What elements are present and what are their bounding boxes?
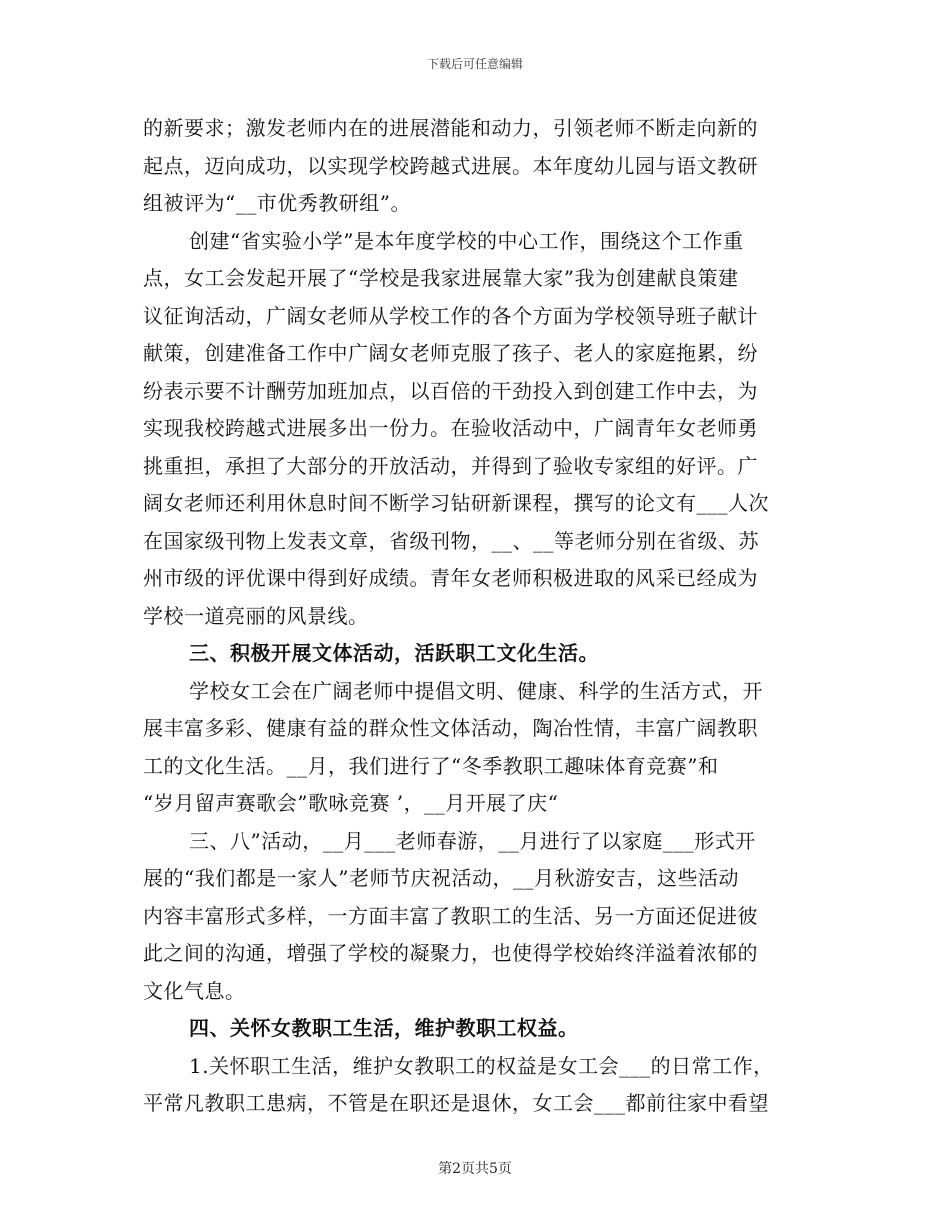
text-line: 内容丰富形式多样，一方面丰富了教职工的生活、另一方面还促进彼 [143, 903, 758, 928]
text-line: 实现我校跨越式进展多出一份力。在验收活动中，广阔青年女老师勇 [143, 416, 758, 440]
text-line: 展丰富多彩、健康有益的群众性文体活动，陶冶性情，丰富广阔教职 [143, 716, 758, 740]
text-line: 议征询活动，广阔女老师从学校工作的各个方面为学校领导班子献计 [143, 303, 758, 328]
text-line: 组被评为“__市优秀教研组”。 [143, 191, 411, 215]
page-header: 下载后可任意编辑 [426, 57, 523, 71]
text-line: 展的“我们都是一家人”老师节庆祝活动，__月秋游安吉，这些活动 [143, 866, 739, 890]
text-line: “岁月留声赛歌会”歌咏竞赛 ’，__月开展了庆“ [143, 791, 559, 815]
text-line: 点，女工会发起开展了“学校是我家进展靠大家”我为创建献良策建 [143, 266, 739, 290]
text-line: 1.关怀职工生活，维护女教职工的权益是女工会___的日常工作， [189, 1053, 774, 1078]
text-line: 创建“省实验小学”是本年度学校的中心工作，围绕这个工作重 [189, 228, 744, 253]
text-line: 此之间的沟通，增强了学校的凝聚力，也使得学校始终洋溢着浓郁的 [143, 941, 758, 965]
text-line: 文化气息。 [143, 978, 246, 1003]
text-line: 在国家级刊物上发表文章，省级刊物，__、__等老师分别在省级、苏 [143, 528, 759, 553]
section-heading: 四、关怀女教职工生活，维护教职工权益。 [189, 1016, 579, 1040]
text-line: 的新要求；激发老师内在的进展潜能和动力，引领老师不断走向新的 [143, 116, 758, 140]
text-line: 纷表示要不计酬劳加班加点，以百倍的干劲投入到创建工作中去，为 [143, 378, 758, 403]
page-footer: 第2页共5页 [438, 1161, 512, 1177]
text-line: 工的文化生活。__月，我们进行了“冬季教职工趣味体育竞赛”和 [143, 753, 719, 778]
text-line: 阔女老师还利用休息时间不断学习钻研新课程，撰写的论文有___人次 [143, 491, 769, 515]
text-line: 学校一道亮丽的风景线。 [143, 603, 369, 628]
text-line: 学校女工会在广阔老师中提倡文明、健康、科学的生活方式，开 [189, 678, 763, 703]
text-line: 献策，创建准备工作中广阔女老师克服了孩子、老人的家庭拖累，纷 [143, 341, 758, 365]
text-line: 起点，迈向成功，以实现学校跨越式进展。本年度幼儿园与语文教研 [143, 153, 758, 178]
text-line: 平常凡教职工患病，不管是在职还是退休，女工会___都前往家中看望 [143, 1091, 769, 1115]
text-line: 州市级的评优课中得到好成绩。青年女老师积极进取的风采已经成为 [143, 566, 758, 590]
section-heading: 三、积极开展文体活动，活跃职工文化生活。 [189, 641, 599, 665]
document-body [143, 110, 808, 1123]
text-line: 挑重担，承担了大部分的开放活动，并得到了验收专家组的好评。广 [143, 453, 758, 478]
text-line: 三、八”活动，__月___老师春游，__月进行了以家庭___形式开 [189, 828, 756, 853]
